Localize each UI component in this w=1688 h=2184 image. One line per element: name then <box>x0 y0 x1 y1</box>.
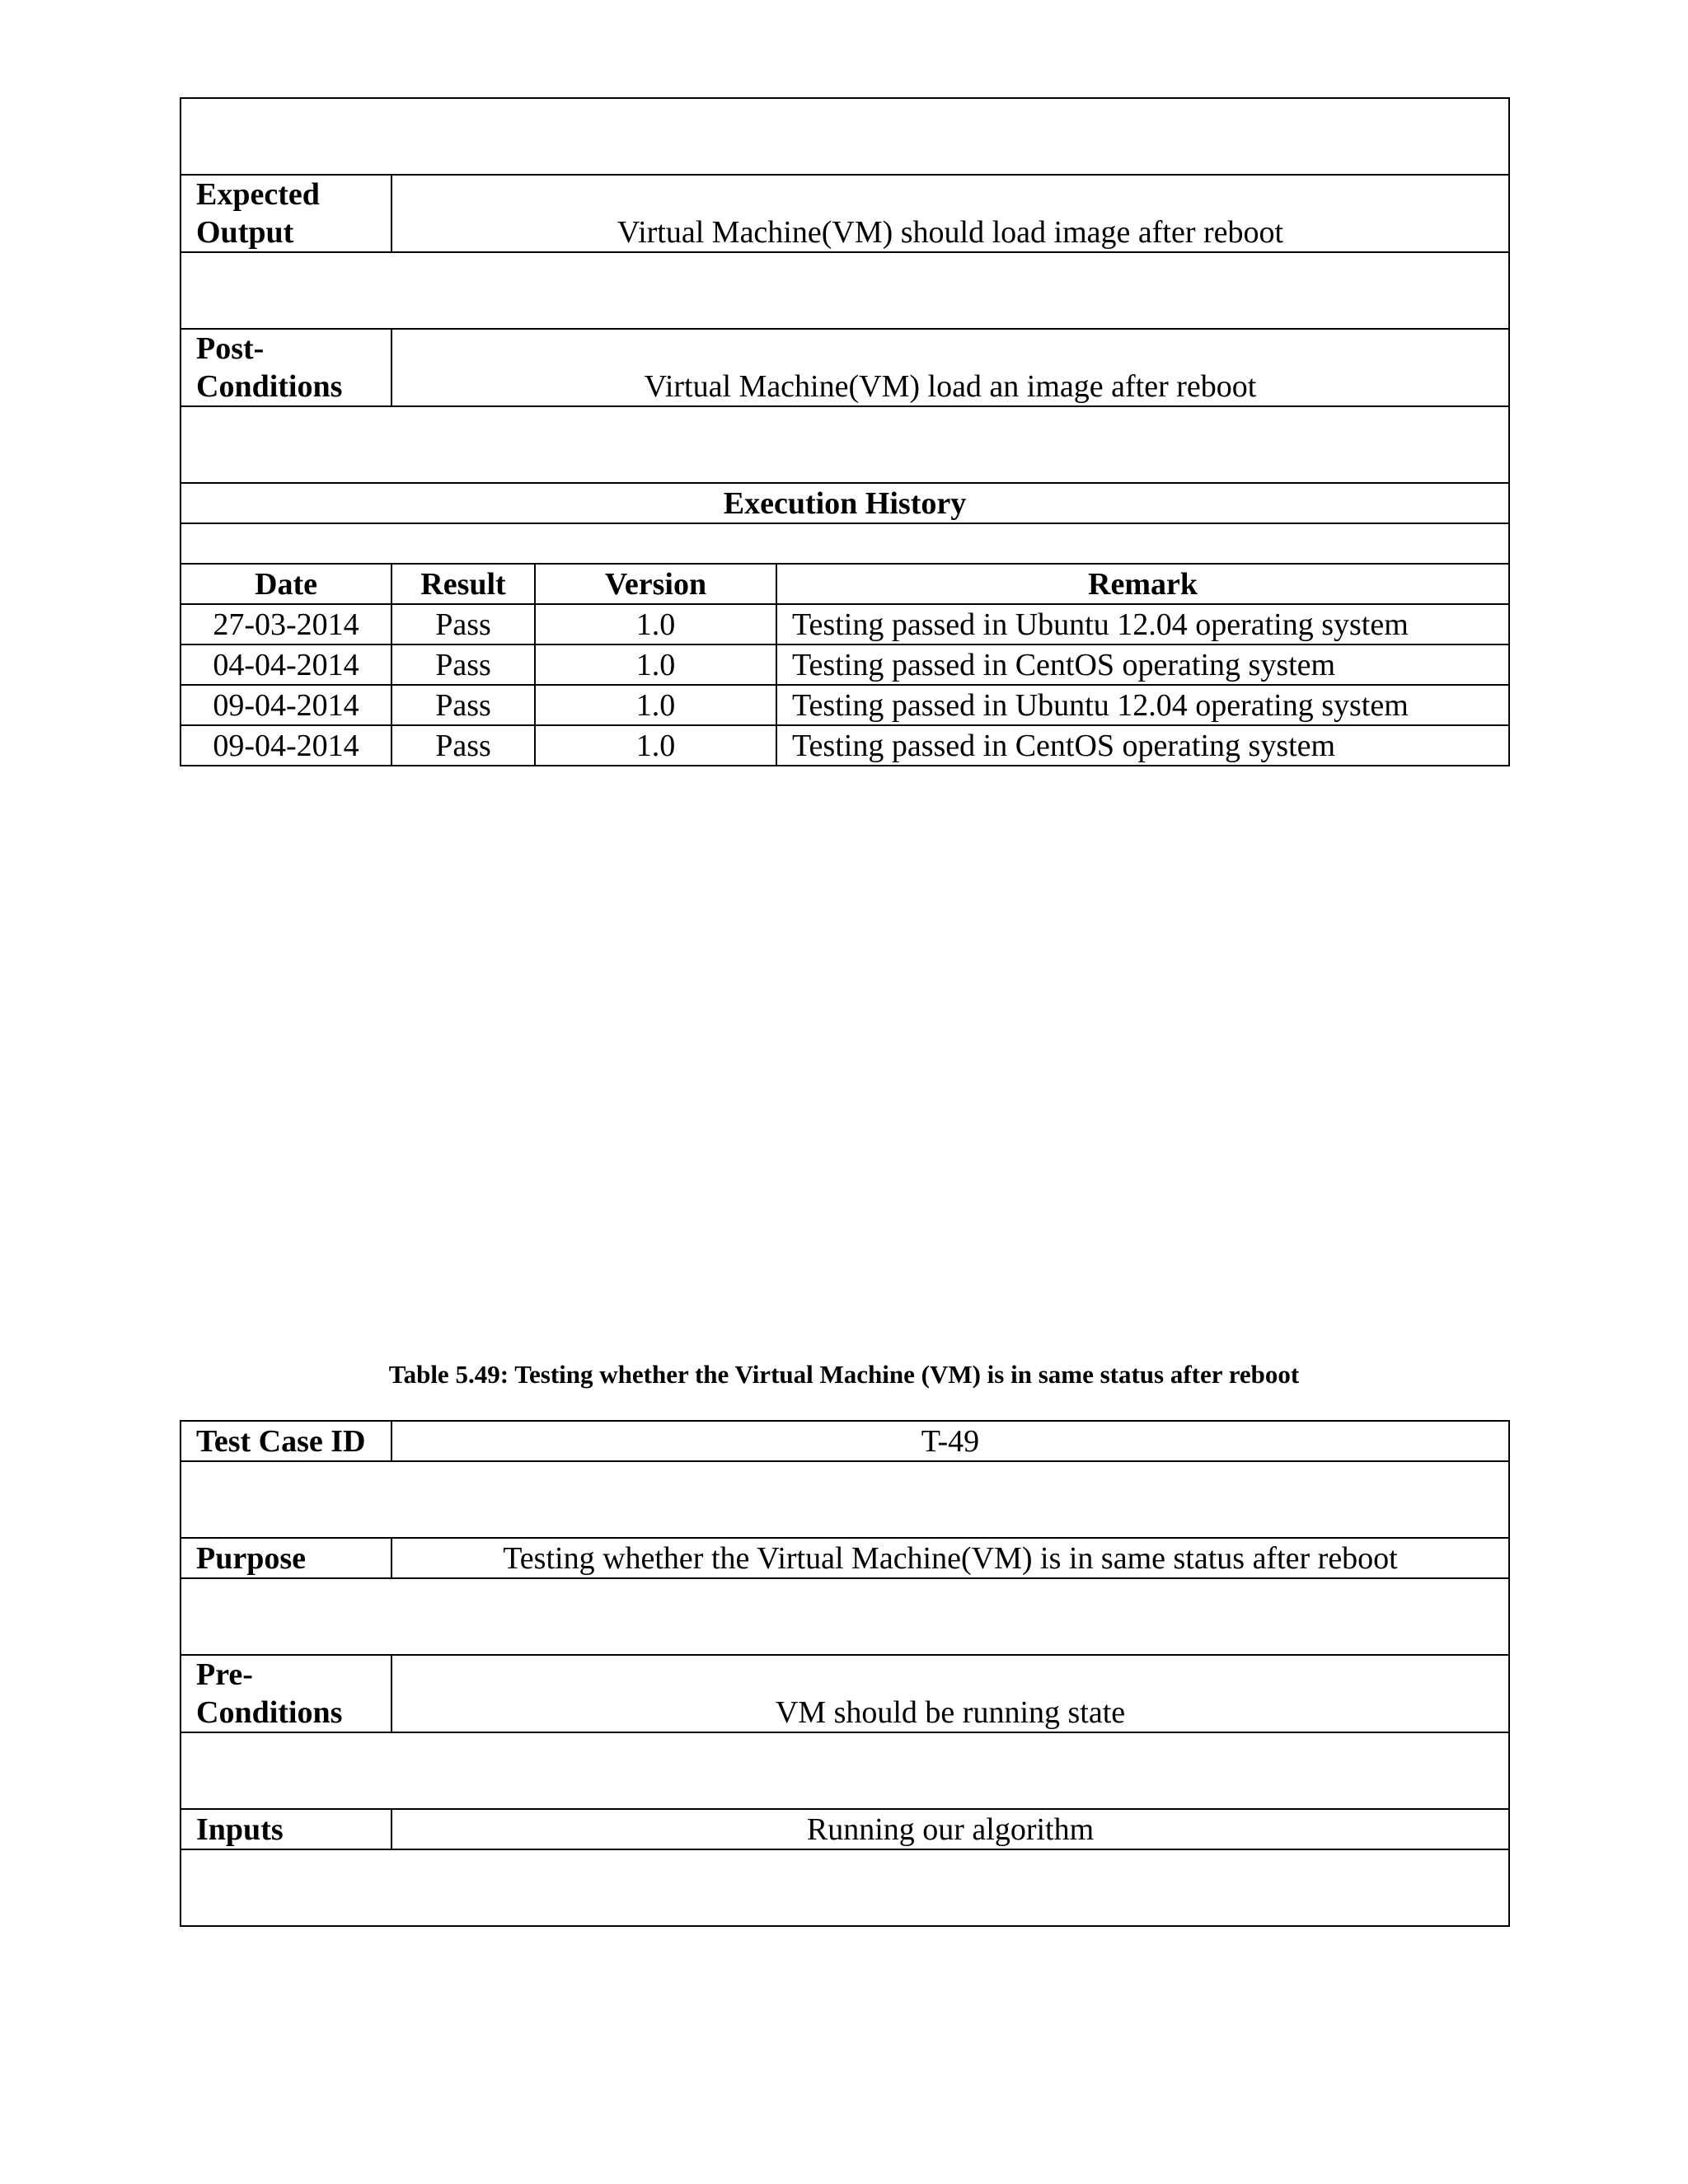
history-remark: Testing passed in CentOS operating system <box>776 725 1509 766</box>
inputs-value: Running our algorithm <box>392 1809 1509 1849</box>
test-case-id-value: T-49 <box>392 1421 1509 1461</box>
history-remark: Testing passed in CentOS operating system <box>776 644 1509 685</box>
blank-row <box>181 1732 1509 1809</box>
pre-conditions-label: Pre- Conditions <box>181 1655 392 1732</box>
history-version: 1.0 <box>535 685 776 725</box>
table-caption: Table 5.49: Testing whether the Virtual Machine (VM) is in same status after reboot <box>388 1360 1300 1389</box>
history-row <box>181 644 1509 685</box>
blank-row <box>181 523 1509 564</box>
execution-history-title: Execution History <box>181 483 1509 523</box>
purpose-value: Testing whether the Virtual Machine(VM) is in same status after reboot <box>392 1538 1509 1578</box>
test-case-table-continued <box>180 97 1510 766</box>
history-date: 04-04-2014 <box>181 644 392 685</box>
history-version: 1.0 <box>535 604 776 644</box>
post-conditions-row <box>181 329 1509 406</box>
test-case-table <box>180 1420 1510 1927</box>
history-remark: Testing passed in Ubuntu 12.04 operating system <box>776 604 1509 644</box>
history-date: 27-03-2014 <box>181 604 392 644</box>
blank-row <box>181 252 1509 329</box>
expected-output-row <box>181 175 1509 252</box>
pre-conditions-value: VM should be running state <box>392 1655 1509 1732</box>
expected-output-value: Virtual Machine(VM) should load image after reboot <box>392 175 1509 252</box>
post-conditions-label: Post- Conditions <box>181 329 392 406</box>
test-case-id-label: Test Case ID <box>181 1421 392 1461</box>
history-result: Pass <box>392 604 535 644</box>
history-date: 09-04-2014 <box>181 685 392 725</box>
header-remark: Remark <box>776 564 1509 604</box>
blank-row <box>181 406 1509 483</box>
history-result: Pass <box>392 644 535 685</box>
execution-history-title-row <box>181 483 1509 523</box>
pre-conditions-row <box>181 1655 1509 1732</box>
history-row <box>181 685 1509 725</box>
history-result: Pass <box>392 725 535 766</box>
blank-row <box>181 1849 1509 1926</box>
history-result: Pass <box>392 685 535 725</box>
header-result: Result <box>392 564 535 604</box>
history-version: 1.0 <box>535 644 776 685</box>
test-case-id-row <box>181 1421 1509 1461</box>
inputs-label: Inputs <box>181 1809 392 1849</box>
blank-row <box>181 1461 1509 1538</box>
history-remark: Testing passed in Ubuntu 12.04 operating system <box>776 685 1509 725</box>
header-date: Date <box>181 564 392 604</box>
history-date: 09-04-2014 <box>181 725 392 766</box>
inputs-row <box>181 1809 1509 1849</box>
history-row <box>181 725 1509 766</box>
history-header-row <box>181 564 1509 604</box>
expected-output-label: Expected Output <box>181 175 392 252</box>
blank-row <box>181 1578 1509 1655</box>
history-version: 1.0 <box>535 725 776 766</box>
post-conditions-value: Virtual Machine(VM) load an image after reboot <box>392 329 1509 406</box>
history-row <box>181 604 1509 644</box>
blank-row <box>181 98 1509 175</box>
purpose-row <box>181 1538 1509 1578</box>
header-version: Version <box>535 564 776 604</box>
purpose-label: Purpose <box>181 1538 392 1578</box>
